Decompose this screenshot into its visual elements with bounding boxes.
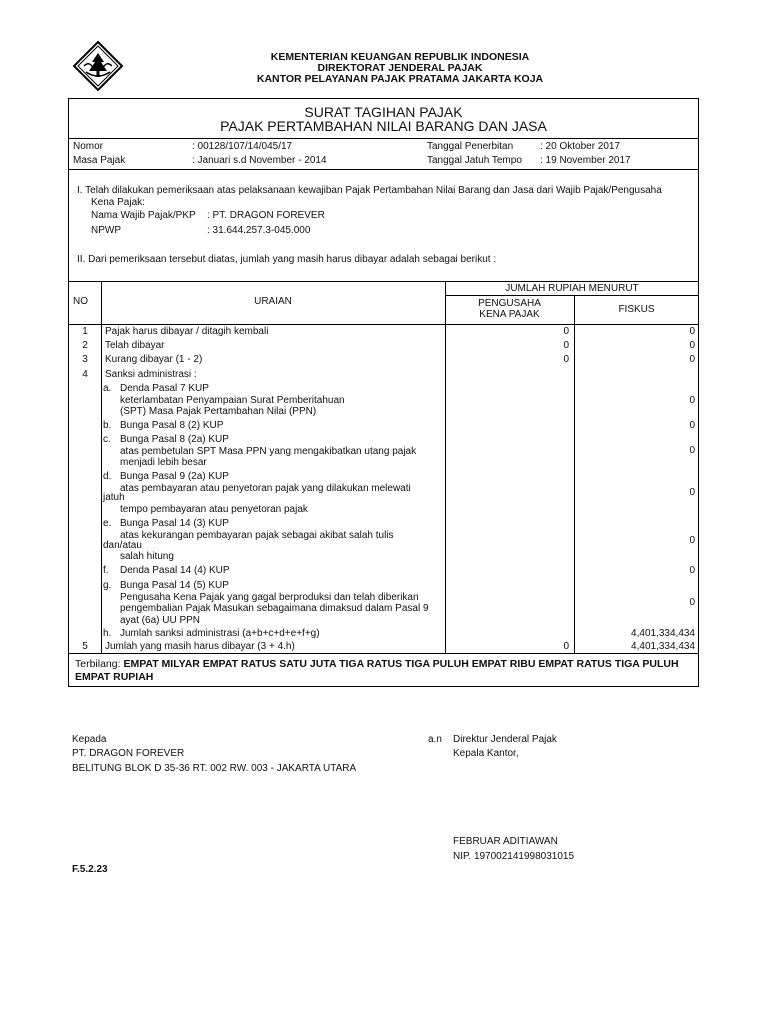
row-4-no: 4 [82,369,88,380]
row-3-fiskus: 0 [689,354,695,365]
signer-title-2: Kepala Kantor, [453,748,519,759]
sanksi-d: d. Bunga Pasal 9 (2a) KUP atas pembayaran atau penyetoran pajak yang dilakukan melewati [103,471,411,494]
tanggal-penerbitan-label: Tanggal Penerbitan [427,141,514,152]
col-jumlah-header: JUMLAH RUPIAH MENURUT [505,283,639,294]
sanksi-c-fiskus: 0 [689,445,695,456]
row-2-no: 2 [82,340,88,351]
col-fiskus-header: FISKUS [618,304,655,315]
nama-wp-value: : PT. DRAGON FOREVER [207,210,325,221]
row-5-pkp: 0 [563,641,569,652]
sanksi-e-fiskus: 0 [689,535,695,546]
recipient-name: PT. DRAGON FOREVER [72,748,185,759]
sanksi-g-fiskus: 0 [689,597,695,608]
sanksi-e-wrap: dan/atau [103,540,142,551]
table-bottom-border [69,653,698,654]
row-5-no: 5 [82,641,88,652]
sanksi-d-wrap: jatuh [103,492,125,503]
row-3-pkp: 0 [563,354,569,365]
sanksi-g: g. Bunga Pasal 14 (5) KUP Pengusaha Kena Pajak yang gagal berproduksi dan telah diberikan pengembalian Pajak Masukan sebagaimana dimaksud dalam Pasal 9 ayat (6a) UU PPN [103,580,429,626]
sanksi-b-fiskus: 0 [689,420,695,431]
sanksi-h-fiskus: 4,401,334,434 [631,628,695,639]
row-5-uraian: Jumlah yang masih harus dibayar (3 + 4.h) [105,641,295,652]
row-1-pkp: 0 [563,326,569,337]
ministry-emblem-icon [72,40,124,92]
sanksi-d-fiskus: 0 [689,487,695,498]
signer-nip: NIP. 197002141998031015 [453,851,575,862]
npwp-label: NPWP [91,225,121,236]
sanksi-b: b. Bunga Pasal 8 (2) KUP [103,420,224,431]
tanggal-penerbitan-value: : 20 Oktober 2017 [540,141,621,152]
kepada-label: Kepada [72,734,107,745]
col-uraian-header: URAIAN [254,296,292,307]
sanksi-h: h. Jumlah sanksi administrasi (a+b+c+d+e+f+g) [103,628,320,639]
sanksi-f-fiskus: 0 [689,565,695,576]
divider [69,169,698,170]
sanksi-e-line2: salah hitung [120,551,174,562]
form-code: F.5.2.23 [72,864,108,875]
title-line2: PAJAK PERTAMBAHAN NILAI BARANG DAN JASA [220,118,547,134]
tanggal-jatuh-tempo-value: : 19 November 2017 [540,155,631,166]
an-label: a.n [428,734,442,745]
header-office: KANTOR PELAYANAN PAJAK PRATAMA JAKARTA KOJA [256,73,544,85]
sanksi-a: a. Denda Pasal 7 KUP keterlambatan Penyampaian Surat Pemberitahuan (SPT) Masa Pajak Pertambahan Nilai (PPN) [103,383,345,417]
row-5-fiskus: 4,401,334,434 [631,641,695,652]
nomor-value: : 00128/107/14/045/17 [192,141,293,152]
section-1-text: I. Telah dilakukan pemeriksaan atas pelaksanaan kewajiban Pajak Pertambahan Nilai Barang dan Jasa dari Wajib Pajak/Pengusaha [77,185,662,196]
row-3-uraian: Kurang dibayar (1 - 2) [105,354,203,365]
signer-title-1: Direktur Jenderal Pajak [453,734,557,745]
sanksi-e: e. Bunga Pasal 14 (3) KUP atas kekurangan pembayaran pajak sebagai akibat salah tulis [103,518,394,541]
col-pkp-header: PENGUSAHA [478,298,541,309]
masa-pajak-label: Masa Pajak [73,155,126,166]
sanksi-f: f. Denda Pasal 14 (4) KUP [103,565,230,576]
header-directorate: DIREKTORAT JENDERAL PAJAK [317,62,483,74]
row-4-uraian: Sanksi administrasi : [105,369,197,380]
row-2-pkp: 0 [563,340,569,351]
row-3-no: 3 [82,354,88,365]
npwp-value: : 31.644.257.3-045.000 [207,225,311,236]
section-2-text: II. Dari pemeriksaan tersebut diatas, jumlah yang masih harus dibayar adalah sebagai berikut : [77,254,497,265]
sanksi-c: c. Bunga Pasal 8 (2a) KUP atas pembetulan SPT Masa PPN yang mengakibatkan utang pajak menjadi lebih besar [103,434,417,468]
sanksi-a-fiskus: 0 [689,395,695,406]
recipient-address: BELITUNG BLOK D 35-36 RT. 002 RW. 003 - JAKARTA UTARA [72,763,357,774]
tanggal-jatuh-tempo-label: Tanggal Jatuh Tempo [427,155,522,166]
document-frame [68,98,699,687]
section-1-text-cont: Kena Pajak: [91,197,145,208]
terbilang: Terbilang: EMPAT MILYAR EMPAT RATUS SATU JUTA TIGA RATUS TIGA PULUH EMPAT RIBU EMPAT RATUS TIGA PULUH EMPAT RUPIAH [75,658,679,683]
table-header-bottom [69,324,698,325]
sanksi-d-line2: tempo pembayaran atau penyetoran pajak [120,504,308,515]
masa-pajak-value: : Januari s.d November - 2014 [192,155,327,166]
nama-wp-label: Nama Wajib Pajak/PKP [91,210,196,221]
row-2-fiskus: 0 [689,340,695,351]
nomor-label: Nomor [73,141,104,152]
table-top-border [69,281,698,282]
title-line1: SURAT TAGIHAN PAJAK [304,104,463,120]
header-ministry: KEMENTERIAN KEUANGAN REPUBLIK INDONESIA [270,51,530,63]
row-2-uraian: Telah dibayar [105,340,165,351]
divider [69,138,698,139]
signer-name: FEBRUAR ADITIAWAN [453,836,558,847]
col-no-header: NO [73,296,88,307]
row-1-no: 1 [82,326,88,337]
row-1-uraian: Pajak harus dibayar / ditagih kembali [105,326,269,337]
col-pkp-header-2: KENA PAJAK [479,309,540,320]
row-1-fiskus: 0 [689,326,695,337]
